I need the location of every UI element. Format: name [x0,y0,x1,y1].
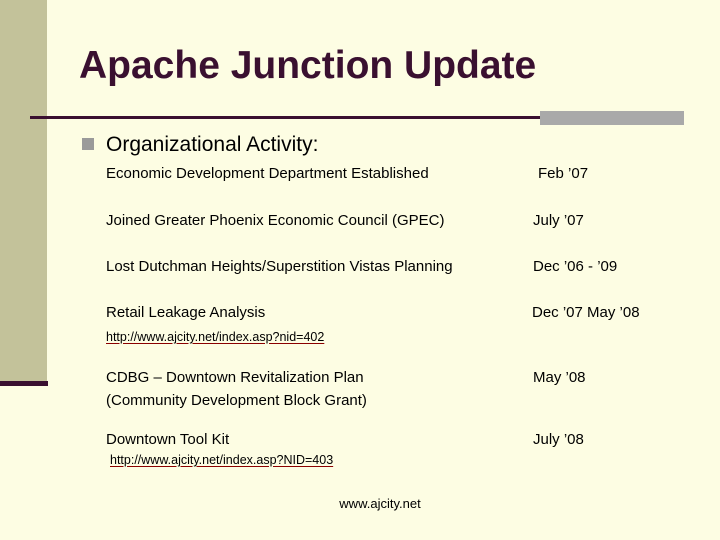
activity-item-date: May ’08 [533,369,586,386]
downtown-toolkit-link[interactable]: http://www.ajcity.net/index.asp?NID=403 [110,453,334,467]
bullet-square-icon [82,138,94,150]
section-heading: Organizational Activity: [106,133,319,156]
activity-item-date: Feb ’07 [538,165,589,182]
activity-item-label: Downtown Tool Kit [106,431,230,448]
retail-leakage-link[interactable]: http://www.ajcity.net/index.asp?nid=402 [106,330,325,344]
left-accent-bar-base [0,381,48,386]
title-divider-accent [540,111,684,125]
activity-item-label: Lost Dutchman Heights/Superstition Vistas Planning [106,258,453,275]
activity-item-date: Dec ’07 May ’08 [532,304,640,321]
left-accent-bar [0,0,47,383]
title-divider [30,116,540,119]
activity-item-date: Dec ’06 - ’09 [533,258,618,275]
activity-item-label: CDBG – Downtown Revitalization Plan [106,369,364,386]
slide-title: Apache Junction Update [79,44,537,87]
activity-item-label-continued: (Community Development Block Grant) [106,392,367,409]
activity-item-label: Joined Greater Phoenix Economic Council (GPEC) [106,212,445,229]
footer-website: www.ajcity.net [339,496,421,511]
activity-item-date: July ’07 [533,212,584,229]
activity-item-label: Economic Development Department Established [106,165,429,182]
activity-item-label: Retail Leakage Analysis [106,304,266,321]
activity-item-date: July ’08 [533,431,584,448]
